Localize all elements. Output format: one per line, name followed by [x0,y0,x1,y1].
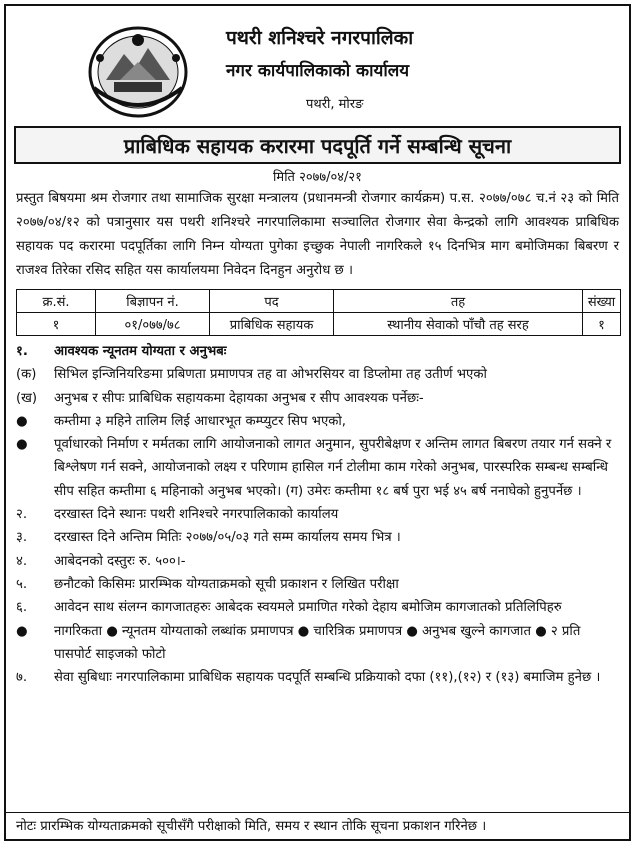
government-emblem-icon [84,18,192,118]
table-cell: ०१/०७७/७८ [96,313,210,336]
item-text: आवेदन साथ संलग्न कागजातहरुः आबेदक स्वयमले प्रमाणित गरेको देहाय बमोजिम कागजातको प्रतिलिपिहरु [54,600,562,616]
bullet-icon: ● [16,623,28,639]
list-item [16,340,619,363]
intro-paragraph: प्रस्तुत बिषयमा श्रम रोजगार तथा सामाजिक सुरक्षा मन्त्रालय (प्रधानमन्त्री रोजगार कार्यक्रम) प.स. २०७७/०७८ च.नं २३ को मिति २०७७/०४/१२ को पत्रानुसार यस पथरी शनिश्चरे नगरपालिकामा सञ्चालित रोजगार सेवा केन्द्रको लागि आवश्यक प्राबिधिक सहायक पद करारमा पदपूर्तिका लागि निम्न योग्यता पुगेका इच्छुक नेपाली नागरिकले १५ दिनभित्र माग बमोजिमका बिबरण र राजश्व तिरेका रसिद सहित यस कार्यालयमा निवेदन दिनहुन अनुरोध छ । [16,191,619,278]
list-item [16,503,619,526]
table-cell: १ [17,313,96,336]
list-item [16,550,619,573]
footer-note: नोटः प्रारम्भिक योग्यताक्रमको सूचीसँगै परीक्षाको मिति, समय र स्थान तोकि सूचना प्रकाशन गरिनेछ । [6,812,629,839]
item-marker: ६. [16,600,28,616]
notice-date: मिति २०७७/०४/२१ [273,170,362,185]
item-text: सिभिल इन्जिनियरिङमा प्रबिणता प्रमाणपत्र तह वा ओभरसियर वा डिप्लोमा तह उतीर्ण भएको [54,367,487,383]
table-row [17,313,621,336]
bullet-icon: ● [16,413,28,429]
office-name: नगर कार्यपालिकाको कार्यालय [226,61,410,81]
list-item [16,620,619,667]
list-item [16,666,619,689]
item-text: दरखास्त दिने स्थानः पथरी शनिश्चरे नगरपालिकाको कार्यालय [54,507,339,523]
item-text: कम्तीमा ३ महिने तालिम लिई आधारभूत कम्प्युटर सिप भएको, [54,413,346,429]
table-cell: १ [583,313,621,336]
table-cell: स्थानीय सेवाको पाँचौ तह सरह [334,313,583,336]
item-marker: १. [16,344,28,359]
item-text: नागरिकता ● न्यूनतम योग्यताको लब्धांक प्रमाणपत्र ● चारित्रिक प्रमाणपत्र ● अनुभब खुल्ने कागजात ● २ प्रति पासपोर्ट साइजको फोटो [54,623,581,662]
vacancy-table [16,289,621,336]
column-header: पद [210,290,334,313]
office-address: पथरी, मोरङ [306,97,364,112]
column-header: तह [334,290,583,313]
notice-title: प्राबिधिक सहायक करारमा पदपूर्ति गर्ने सम्बन्धि सूचना [14,126,621,164]
item-text: आवश्यक न्यूनतम योग्यता र अनुभबः [54,344,227,359]
header [6,6,629,126]
list-item [16,363,619,386]
list-item [16,433,619,503]
list-item [16,387,619,410]
item-marker: (क) [16,367,37,383]
bullet-icon: ● [16,437,28,453]
item-marker: ५. [16,576,28,592]
item-text: छनौटको किसिमः प्रारम्भिक योग्यताक्रमको सूची प्रकाशन र लिखित परीक्षा [54,576,399,592]
item-marker: ३. [16,530,28,546]
table-cell: प्राबिधिक सहायक [210,313,334,336]
item-text: आबेदनको दस्तुरः रु. ५००।- [54,553,186,569]
list-item [16,596,619,619]
item-marker: ४. [16,553,28,569]
column-header: बिज्ञापन नं. [96,290,210,313]
item-text: दरखास्त दिने अन्तिम मितिः २०७७/०५/०३ गते सम्म कार्यालय समय भित्र । [54,530,401,546]
notice-page [4,4,631,841]
item-text: पूर्वाधारको निर्माण र मर्मतका लागि आयोजनाको लागत अनुमान, सुपरीबेक्षण र अन्तिम लागत बिबरण तयार गर्न सक्ने र बिश्लेषण गर्न सक्ने, आयोजनाको लक्ष्य र परिणाम हासिल गर्न टोलीमा काम गरेको अनुभब, पारस्परिक सम्बन्ध सम्बन्धि सीप सहित कम्तीमा ६ महिनाको अनुभब भएको। (ग) उमेरः कम्तीमा १८ बर्ष पुरा भई ४५ बर्ष ननाघेको हुनुपर्नेछ । [54,437,612,499]
item-text: अनुभब र सीपः प्राबिधिक सहायकमा देहायका अनुभब र सीप आवश्यक पर्नेछः- [54,390,424,406]
item-text: सेवा सुबिधाः नगरपालिकामा प्राबिधिक सहायक पदपूर्ति सम्बन्धि प्रक्रियाको दफा (११),(१२) र (१३) बमाजिम हुनेछ । [54,670,601,686]
requirements-list [16,340,619,689]
list-item [16,573,619,596]
list-item [16,410,619,433]
item-marker: २. [16,507,28,523]
table-header-row [17,290,621,313]
list-item [16,526,619,549]
organization-name: पथरी शनिश्चरे नगरपालिका [226,27,414,49]
column-header: क्र.सं. [17,290,96,313]
item-marker: ७. [16,670,28,686]
column-header: संख्या [583,290,621,313]
item-marker: (ख) [16,390,38,406]
